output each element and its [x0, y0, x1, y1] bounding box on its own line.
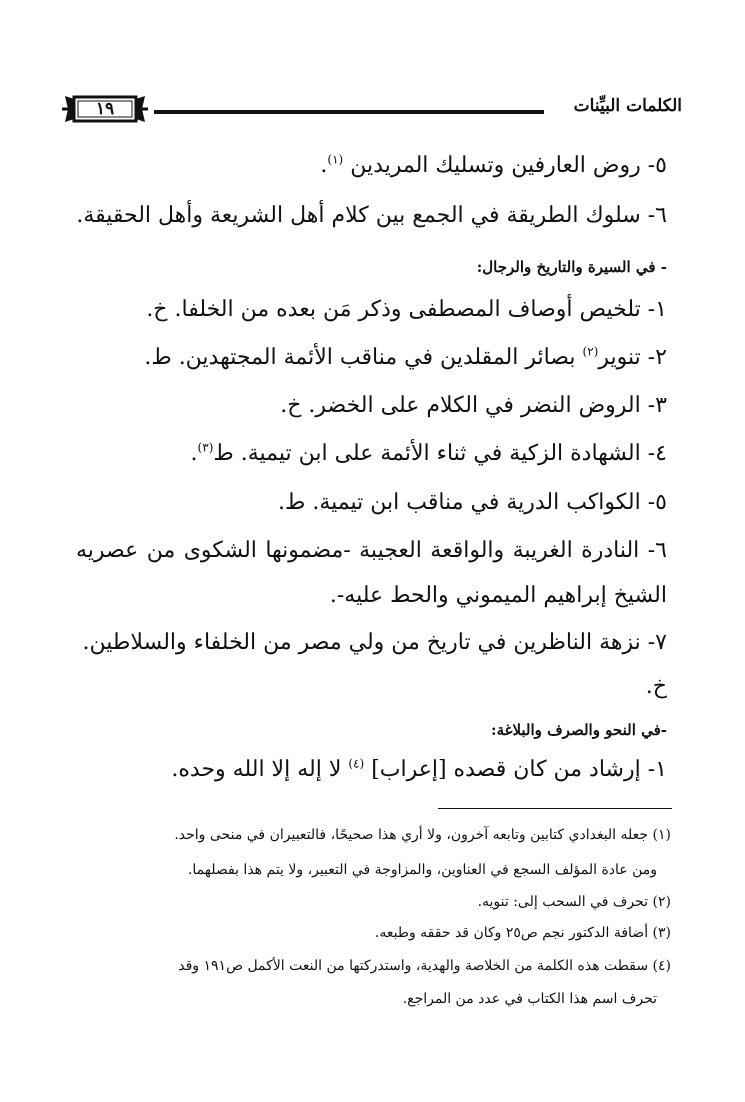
footnote-ref-1: (١) [327, 152, 344, 167]
footnote-separator [438, 808, 672, 809]
section-heading-grammar: -في النحو والصرف والبلاغة: [491, 721, 667, 739]
footnote-4-continued: تحرف اسم هذا الكتاب في عدد من المراجع. [402, 991, 657, 1007]
page-number-ornament [62, 94, 148, 124]
text-line-10: ٧- نزهة الناظرين في تاريخ من ولي مصر من الخلفاء والسلاطين. [82, 630, 667, 655]
text-line-8: ٦- النادرة الغريبة والواقعة العجيبة -مضمونها الشكوى من عصريه [76, 538, 667, 563]
page-number: ١٩ [95, 99, 115, 119]
text-line-6: ٤- الشهادة الزكية في ثناء الأئمة على ابن تيمية. ط$^{(٣)}$. [190, 440, 667, 466]
footnote-2: (٢) تحرف في السحب إلى: تنويه. [477, 894, 671, 910]
footnote-1: (١) جعله البغدادي كتابين وتابعه آخرون، ولا أري هذا صحيحًا، فالتعبيران في منحى واحد. [174, 827, 671, 843]
text-line-3: ١- تلخيص أوصاف المصطفى وذكر مَن بعده من الخلفا. خ. [146, 297, 667, 322]
footnote-ref-4: (٤) [348, 756, 365, 771]
text-line-5: ٣- الروض النضر في الكلام على الخضر. خ. [280, 393, 667, 418]
page-header [62, 92, 682, 128]
section-heading-biography: - في السيرة والتاريخ والرجال: [476, 258, 667, 276]
text-line-9: الشيخ إبراهيم الميموني والحط عليه-. [329, 583, 667, 608]
text-line-7: ٥- الكواكب الدرية في مناقب ابن تيمية. ط. [278, 490, 667, 515]
text-line-2: ٦- سلوك الطريقة في الجمع بين كلام أهل الشريعة وأهل الحقيقة. [76, 203, 667, 228]
footnote-4: (٤) سقطت هذه الكلمة من الخلاصة والهدية، واستدركتها من النعت الأكمل ص١٩١ وقد [178, 958, 671, 974]
text-line-11: خ. [645, 674, 667, 699]
text-line-12: ١- إرشاد من كان قصده [إعراب] $^{(٤)}$ لا إله إلا الله وحده. [171, 756, 667, 782]
text-line-4: ٢- تنوير$^{(٢)}$ بصائر المقلدين في مناقب الأئمة المجتهدين. ط. [144, 344, 667, 370]
running-title: الكلمات البيِّنات [573, 96, 682, 116]
footnote-ref-3: (٣) [197, 440, 214, 455]
text-line-1: ٥- روض العارفين وتسليك المريدين $^{(١)}$. [320, 152, 667, 178]
header-rule [154, 110, 544, 114]
footnote-ref-2: (٢) [582, 344, 599, 359]
footnote-1-continued: ومن عادة المؤلف السجع في العناوين، والمزاوجة في التعبير، ولا يتم هذا بفصلهما. [187, 862, 657, 878]
footnote-3: (٣) أضافة الدكتور نجم ص٢٥ وكان قد حققه وطبعه. [374, 925, 671, 941]
